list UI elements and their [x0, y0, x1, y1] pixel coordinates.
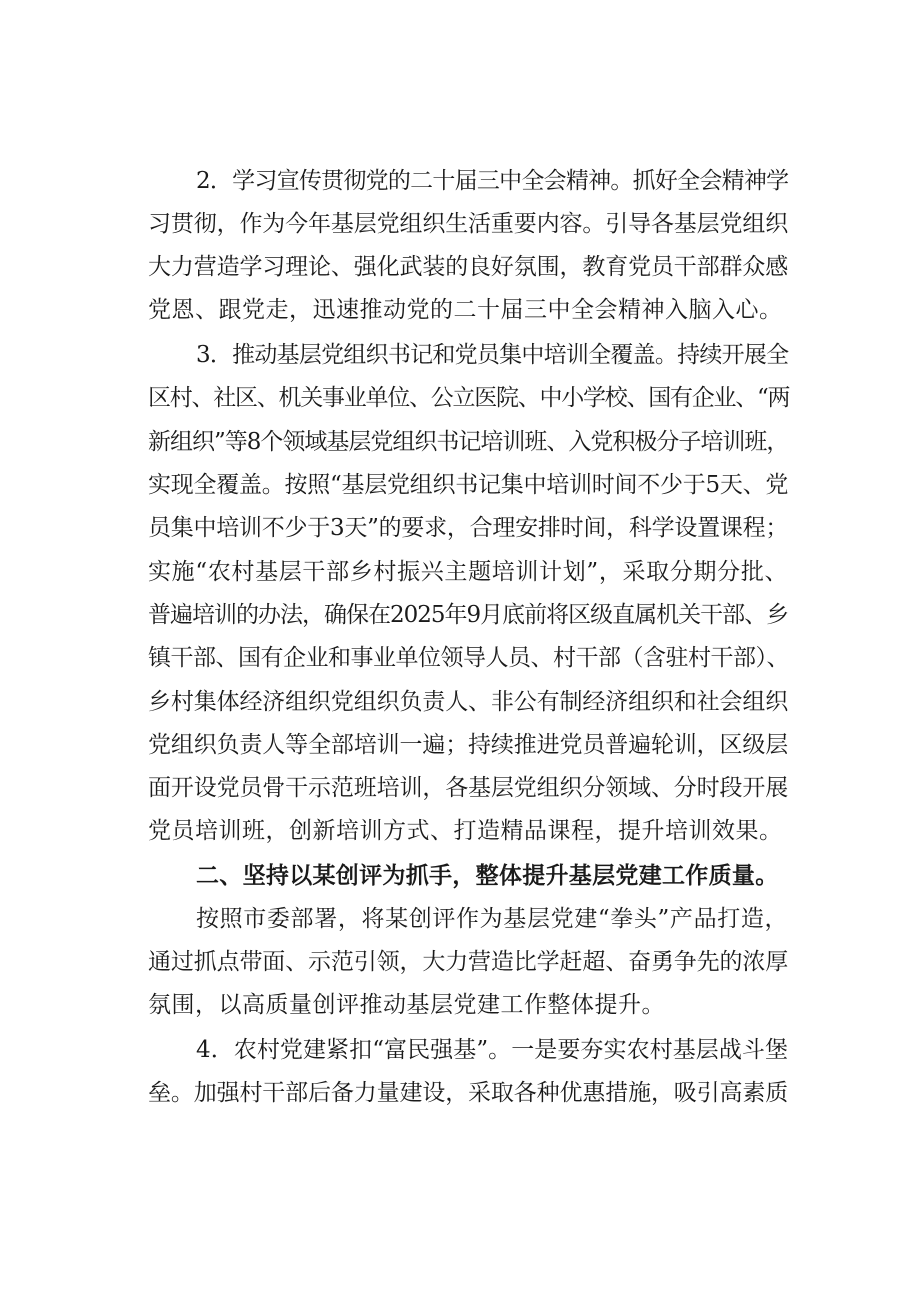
paragraph-2-line-2: 习贯彻，作为今年基层党组织生活重要内容。引导各基层党组织	[148, 211, 788, 237]
paragraph-3-line-8: 镇干部、国有企业和事业单位领导人员、村干部（含驻村干部）、	[148, 645, 789, 671]
paragraph-4-line-2: 垒。加强村干部后备力量建设，采取各种优惠措施，吸引高素质	[148, 1080, 788, 1106]
paragraph-3-line-7: 普遍培训的办法，确保在2025年9月底前将区级直属机关干部、乡	[148, 602, 789, 628]
paragraph-3-line-10: 党组织负责人等全部培训一遍；持续推进党员普遍轮训，区级层	[148, 732, 788, 758]
paragraph-3-line-4: 实现全覆盖。按照“基层党组织书记集中培训时间不少于5天、党	[148, 472, 789, 498]
intro-paragraph-line-3: 氛围，以高质量创评推动基层党建工作整体提升。	[148, 992, 665, 1018]
paragraph-4-line-1: 4．农村党建紧扣“富民强基”。一是要夯实农村基层战斗堡	[196, 1037, 788, 1063]
paragraph-3-line-1: 3．推动基层党组织书记和党员集中培训全覆盖。持续开展全	[196, 342, 789, 368]
intro-paragraph-line-2: 通过抓点带面、示范引领，大力营造比学赶超、奋勇争先的浓厚	[148, 949, 788, 975]
intro-paragraph-line-1: 按照市委部署，将某创评作为基层党建“拳头”产品打造，	[196, 906, 788, 932]
paragraph-3-line-11: 面开设党员骨干示范班培训，各基层党组织分领域、分时段开展	[148, 775, 788, 801]
paragraph-3-line-6: 实施“农村基层干部乡村振兴主题培训计划”，采取分期分批、	[148, 559, 788, 585]
paragraph-3-line-2: 区村、社区、机关事业单位、公立医院、中小学校、国有企业、“两	[148, 385, 790, 411]
paragraph-3-line-3: 新组织”等8个领域基层党组织书记培训班、入党积极分子培训班，	[148, 429, 789, 455]
paragraph-3-line-9: 乡村集体经济组织党组织负责人、非公有制经济组织和社会组织	[148, 689, 788, 715]
paragraph-3-line-5: 员集中培训不少于3天”的要求，合理安排时间，科学设置课程；	[148, 515, 789, 541]
paragraph-3-line-12: 党员培训班，创新培训方式、打造精品课程，提升培训效果。	[148, 818, 783, 844]
paragraph-2-line-3: 大力营造学习理论、强化武装的良好氛围，教育党员干部群众感	[148, 254, 788, 280]
paragraph-2-line-4: 党恩、跟党走，迅速推动党的二十届三中全会精神入脑入心。	[148, 297, 783, 323]
paragraph-2-line-1: 2．学习宣传贯彻党的二十届三中全会精神。抓好全会精神学	[196, 168, 789, 194]
section-heading: 二、坚持以某创评为抓手，整体提升基层党建工作质量。	[196, 863, 779, 889]
